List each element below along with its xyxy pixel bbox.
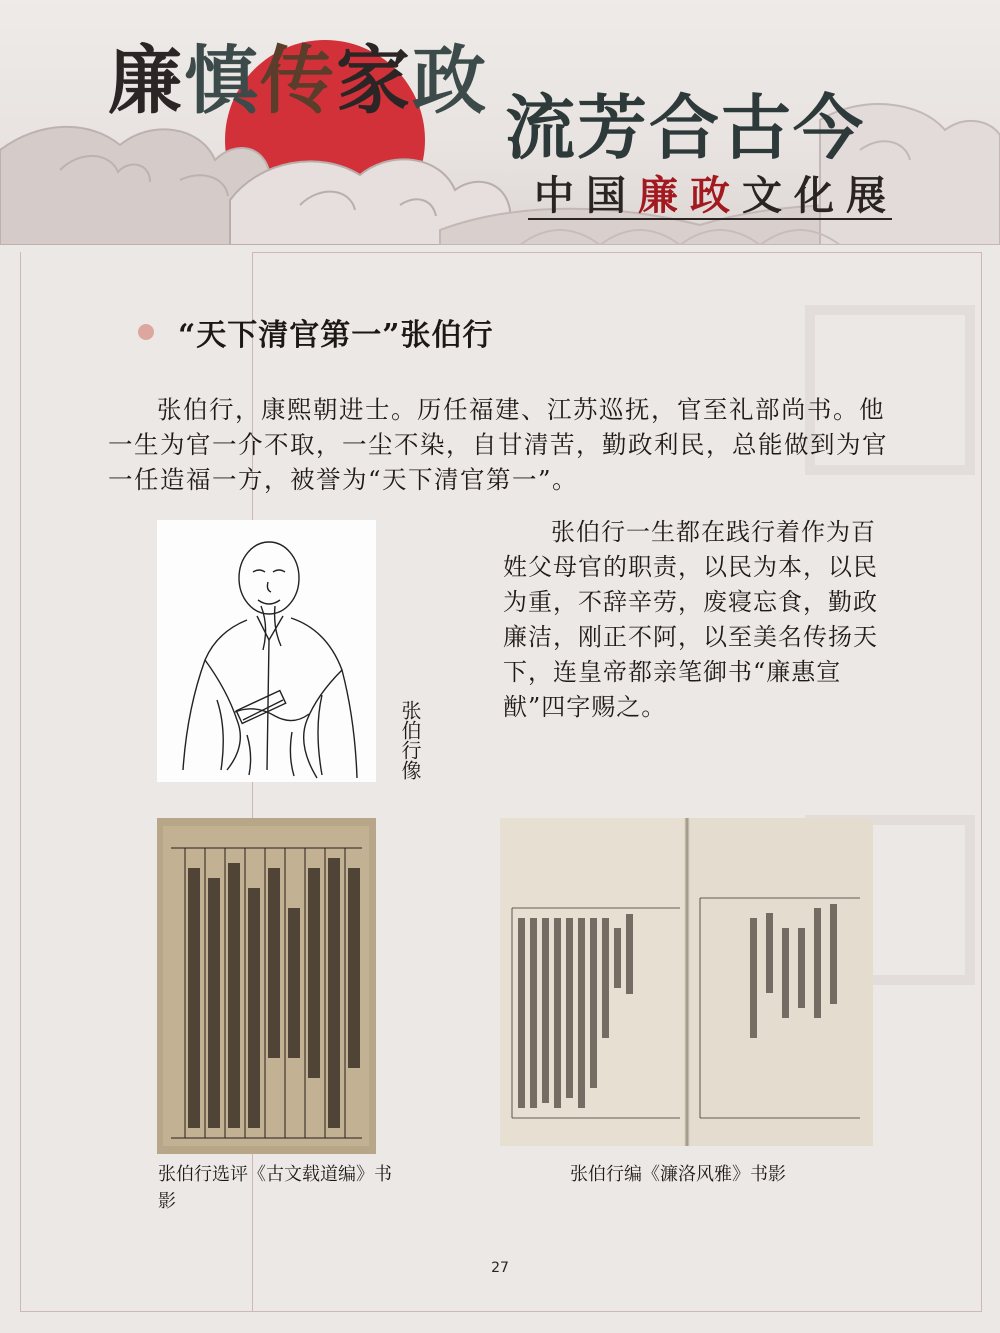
title-line-1: 廉慎传家政 (108, 38, 488, 124)
book1-caption: 张伯行选评《古文载道编》书影 (158, 1164, 392, 1212)
section-heading: “天下清官第一”张伯行 (178, 318, 494, 353)
book-page-illustration (157, 818, 376, 1154)
portrait-image (157, 520, 376, 782)
book2-caption: 张伯行编《濂洛风雅》书影 (570, 1164, 786, 1185)
exhibition-subtitle: 中 国 廉 政 文 化 展 (528, 166, 892, 220)
title-line-2: 流芳合古今 (505, 86, 865, 169)
book-spread-illustration (500, 818, 873, 1146)
body-paragraph: 张伯行一生都在践行着作为百姓父母官的职责，以民为本，以民为重，不辞辛劳，废寝忘食，勤政廉洁，刚正不阿，以至美名传扬天下，连皇帝都亲笔御书“廉惠宣猷”四字赐之。 (503, 518, 878, 721)
bullet-dot-icon (138, 324, 154, 340)
portrait-line-drawing (157, 520, 376, 782)
portrait-caption: 张伯行像 (398, 700, 422, 780)
section-heading-row (138, 310, 494, 354)
intro-paragraph: 张伯行，康熙朝进士。历任福建、江苏巡抚，官至礼部尚书。他一生为官一介不取，一尘不染，自甘清苦，勤政利民，总能做到为官一任造福一方，被誉为“天下清官第一”。 (108, 395, 888, 494)
header-banner (0, 0, 1000, 245)
page-number: 27 (491, 1260, 509, 1276)
book-image-lianluo-fengya (500, 818, 873, 1146)
book-image-guwen-zaidao (157, 818, 376, 1154)
